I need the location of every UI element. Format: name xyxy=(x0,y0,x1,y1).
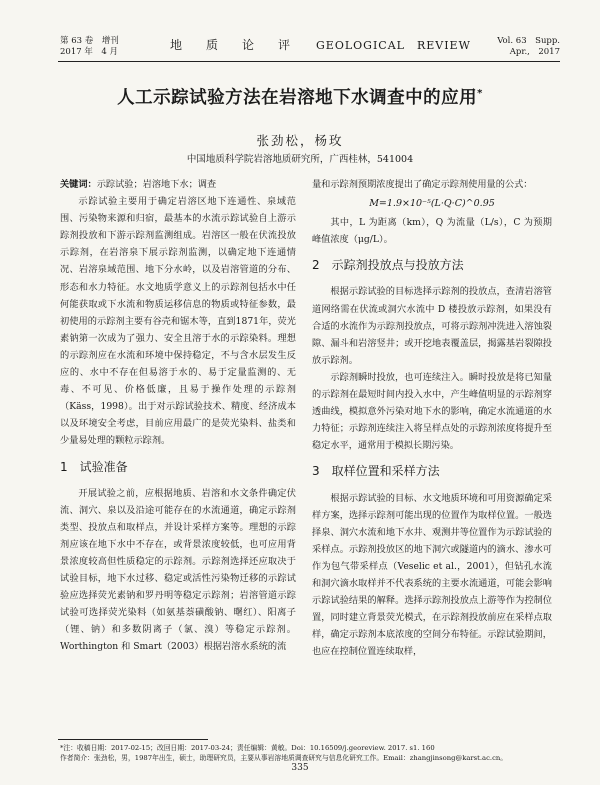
section-heading-1: 1 试验准备 xyxy=(60,459,128,474)
journal-name-en: GEOLOGICAL REVIEW xyxy=(316,39,471,52)
header-rule xyxy=(58,61,560,62)
keywords xyxy=(60,176,296,193)
volume-info xyxy=(60,36,119,58)
section-2-paragraph-2: 示踪剂瞬时投放，也可连续注入。瞬时投放是将已知量的示踪剂在最短时间内投入水中，产生峰值明显的示踪剂穿透曲线，模拟意外污染对地下水的影响，确定水流通道的水力特征；示踪剂连续注入将呈样点处的示踪剂浓度将提升至稳定水平，通常用于模拟长期污染。 xyxy=(312,371,552,452)
continued-paragraph: 量和示踪剂预期浓度提出了确定示踪剂使用量的公式： xyxy=(312,179,533,190)
page-number: 335 xyxy=(291,763,309,773)
keywords-text: 示踪试验；岩溶地下水；调查 xyxy=(96,179,217,190)
affiliation: 中国地质科学院岩溶地质研究所，广西桂林，541004 xyxy=(186,154,414,165)
title-footnote-mark: * xyxy=(477,88,483,100)
section-3-paragraph: 根据示踪试验的目标、水文地质环境和可用资源确定采样方案，选择示踪剂可能出现的位置作为取样位置。一般选择泉、洞穴水流和地下水井、观测井等位置作为示踪试验的采样点。示踪剂投放区的地下洞穴或隧道内的滴水、渗水可作为包气带采样点（Veselic et al.，2001），但钻孔水流和洞穴滴水取样并不代表系统的主要水流通道，可能会影响示踪试验结果的解释。选择示踪剂投放点上游等作为控制位置，同时建立背景荧光模式，在示踪剂投放前应在采样点取样，确定示踪剂本底浓度的空间分布特征。示踪试验期间，也应在控制位置连续取样， xyxy=(312,492,552,658)
footnote-received: *注：收稿日期：2017-02-15；改回日期：2017-03-24；责任编辑：黄敏。Doi：10.16509/j.georeview. 2017. s1. 160 xyxy=(60,744,435,752)
paper-title xyxy=(0,84,600,109)
title-text: 人工示踪试验方法在岩溶地下水调查中的应用 xyxy=(117,88,478,108)
footnote-author: 作者简介：张劲松，男，1987年出生，硕士，助理研究员，主要从事岩溶地质调查研究与信息化研究工作。Email：zhangjinsong@karst.ac.cn。 xyxy=(60,754,508,762)
section-heading-2: 2 示踪剂投放点与投放方法 xyxy=(312,258,464,273)
left-column xyxy=(60,176,296,656)
footnotes xyxy=(60,743,550,763)
keywords-label: 关键词： xyxy=(60,179,97,190)
authors: 张劲松，杨玫 xyxy=(256,133,344,148)
volume-label: 第 63 卷 增刊 xyxy=(60,36,119,46)
section-2-paragraph-1: 根据示踪试验的目标选择示踪剂的投放点，查清岩溶管道网络需在伏流或洞穴水流中 D 楼投放示踪剂，如果没有合适的水流作为示踪剂投放点，可将示踪剂冲洗进入溶蚀裂隙、漏斗和岩溶竖井；或开挖地表覆盖层，揭露基岩裂隙投放示踪剂。 xyxy=(312,286,552,366)
date-label: 2017 年 4 月 xyxy=(60,47,118,57)
section-1-paragraph: 开展试验之前，应根据地质、岩溶和水文条件确定伏流、洞穴、泉以及沿途可能存在的水流通道，确定示踪剂类型、投放点和取样点，并设计采样方案等。理想的示踪剂应该在地下水中不存在，或背景浓度较低，也可应用背景浓度较高但性质稳定的示踪剂。示踪剂选择还应取决于试验目标，地下水过移、稳定或活性污染物迁移的示踪试验应选择荧光素钠和罗丹明等稳定示踪剂；岩溶管道示踪试验可选择荧光染料（如氨基萘磺酸钠、曙红）、阳离子（锂、钠）和多数阴离子（氯、溴）等稳定示踪剂。Worthington 和 Smart（2003）根据岩溶水系统的流 xyxy=(60,487,296,653)
section-heading-3: 3 取样位置和采样方法 xyxy=(312,464,440,479)
right-column xyxy=(312,176,552,660)
volume-info-en xyxy=(497,36,560,58)
date-label-en: Apr., 2017 xyxy=(509,47,560,57)
intro-paragraph: 示踪试验主要用于确定岩溶区地下连通性、泉域范围、污染物来源和归宿，最基本的水流示踪试验自上游示踪剂投放和下游示踪剂监测组成。岩溶区一般在伏流投放示踪剂，在岩溶泉下展示踪剂监测，以确定地下连通情况、岩溶泉域范围、地下分水岭，以及岩溶管道的分布、形态和水力特征。水文地质学意义上的示踪剂包括水中任何能获取或下水流和物质运移信息的物质或特征参数，最初使用的示踪剂主要有谷壳和锯木等，直到1871年，荧光素钠第一次成为了强力、安全且溶于水的示踪染料。理想的示踪剂应在水流和环境中保持稳定，不与含水层发生反应的、水中不存在但易溶于水的、易于定量监测的、无毒、不可见、价格低廉，且易于操作处理的示踪剂（Käss，1998）。出于对示踪试验技术、精度、经济成本以及环境安全考虑，目前应用最广的是荧光染料、盐类和少量易处理的颗粒示踪剂。 xyxy=(60,196,296,447)
volume-label-en: Vol. 63 Supp. xyxy=(497,36,560,46)
formula-explanation: 其中，L 为距离（km），Q 为流量（L/s），C 为预期峰值浓度（μg/L）。 xyxy=(312,217,552,246)
journal-name-cn: 地 质 论 评 xyxy=(170,38,297,52)
formula: M=1.9×10⁻⁵(L·Q·C)^0.95 xyxy=(369,198,495,210)
footnote-rule xyxy=(58,739,208,740)
